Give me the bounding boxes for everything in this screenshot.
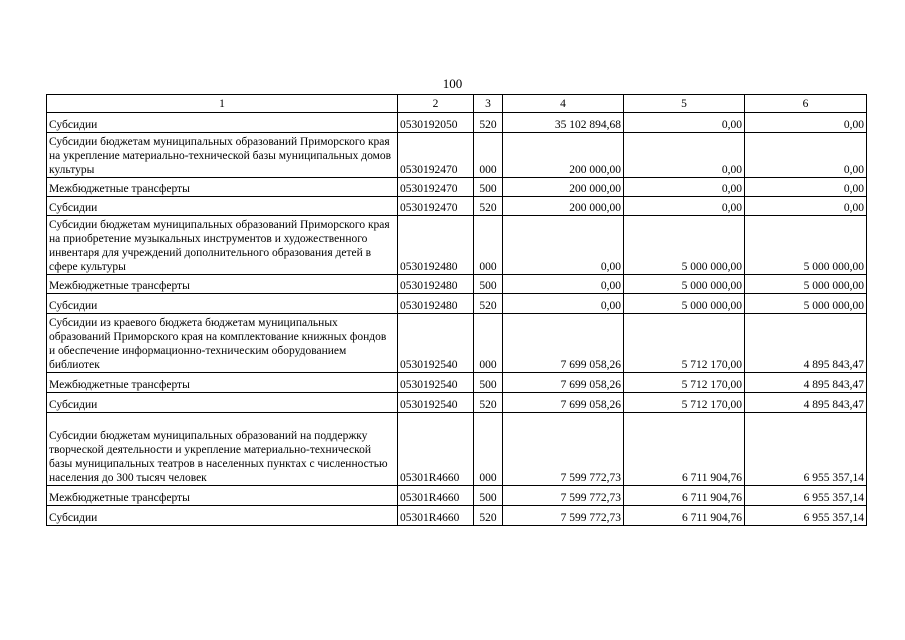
table-row <box>47 133 867 178</box>
table-row <box>47 178 867 197</box>
row-value-4: 0,00 <box>503 275 624 294</box>
row-value-4: 7 599 772,73 <box>503 486 624 506</box>
table-row <box>47 413 867 486</box>
row-name: Межбюджетные трансферты <box>47 373 398 393</box>
row-kind: 000 <box>474 216 503 275</box>
row-name: Субсидии <box>47 197 398 216</box>
row-value-5: 5 000 000,00 <box>624 294 745 314</box>
column-header: 3 <box>474 95 503 113</box>
column-header: 6 <box>745 95 867 113</box>
row-kind: 500 <box>474 373 503 393</box>
row-kind: 000 <box>474 413 503 486</box>
row-value-5: 6 711 904,76 <box>624 486 745 506</box>
row-value-6: 6 955 357,14 <box>745 506 867 526</box>
row-kind: 520 <box>474 393 503 413</box>
row-value-4: 7 599 772,73 <box>503 413 624 486</box>
row-value-6: 0,00 <box>745 133 867 178</box>
column-header: 2 <box>398 95 474 113</box>
row-kind: 000 <box>474 314 503 373</box>
row-value-5: 5 712 170,00 <box>624 314 745 373</box>
row-value-5: 6 711 904,76 <box>624 506 745 526</box>
row-value-6: 5 000 000,00 <box>745 275 867 294</box>
row-name: Межбюджетные трансферты <box>47 178 398 197</box>
row-value-6: 0,00 <box>745 178 867 197</box>
row-name: Субсидии бюджетам муниципальных образований на поддержку творческой деятельности и укрепление материально-технической базы муниципальных театров в населенных пунктах с численностью населения до 300 тысяч человек <box>47 413 398 486</box>
row-kind: 000 <box>474 133 503 178</box>
table-row <box>47 275 867 294</box>
row-name: Межбюджетные трансферты <box>47 486 398 506</box>
row-name: Субсидии из краевого бюджета бюджетам муниципальных образований Приморского края на комплектование книжных фондов и обеспечение информационно-техническим оборудованием библиотек <box>47 314 398 373</box>
row-value-4: 7 599 772,73 <box>503 506 624 526</box>
row-value-5: 5 000 000,00 <box>624 275 745 294</box>
row-value-4: 35 102 894,68 <box>503 113 624 133</box>
row-code: 0530192470 <box>398 133 474 178</box>
row-name: Субсидии бюджетам муниципальных образований Приморского края на приобретение музыкальных инструментов и художественного инвентаря для учреждений дополнительного образования детей в сфере культуры <box>47 216 398 275</box>
row-value-5: 0,00 <box>624 113 745 133</box>
row-code: 05301R4660 <box>398 413 474 486</box>
table-row <box>47 393 867 413</box>
row-value-4: 200 000,00 <box>503 178 624 197</box>
row-value-5: 6 711 904,76 <box>624 413 745 486</box>
row-value-6: 4 895 843,47 <box>745 373 867 393</box>
row-value-6: 4 895 843,47 <box>745 393 867 413</box>
row-code: 0530192480 <box>398 294 474 314</box>
row-code: 0530192480 <box>398 275 474 294</box>
row-value-5: 0,00 <box>624 197 745 216</box>
row-code: 0530192470 <box>398 197 474 216</box>
table-row <box>47 506 867 526</box>
row-value-6: 4 895 843,47 <box>745 314 867 373</box>
row-value-6: 5 000 000,00 <box>745 216 867 275</box>
row-value-6: 0,00 <box>745 197 867 216</box>
row-kind: 500 <box>474 486 503 506</box>
row-code: 0530192540 <box>398 393 474 413</box>
table-row <box>47 314 867 373</box>
row-name: Субсидии <box>47 294 398 314</box>
row-name: Субсидии бюджетам муниципальных образований Приморского края на укрепление материально-технической базы муниципальных домов культуры <box>47 133 398 178</box>
row-value-5: 0,00 <box>624 133 745 178</box>
row-code: 05301R4660 <box>398 506 474 526</box>
row-kind: 520 <box>474 197 503 216</box>
row-value-4: 7 699 058,26 <box>503 314 624 373</box>
row-code: 0530192540 <box>398 314 474 373</box>
table-row <box>47 197 867 216</box>
header-row <box>47 95 867 113</box>
row-name: Субсидии <box>47 393 398 413</box>
row-kind: 520 <box>474 294 503 314</box>
budget-table <box>46 94 867 526</box>
row-name: Межбюджетные трансферты <box>47 275 398 294</box>
row-code: 05301R4660 <box>398 486 474 506</box>
row-value-4: 200 000,00 <box>503 133 624 178</box>
row-code: 0530192540 <box>398 373 474 393</box>
row-value-6: 5 000 000,00 <box>745 294 867 314</box>
row-name: Субсидии <box>47 113 398 133</box>
row-kind: 500 <box>474 275 503 294</box>
row-name: Субсидии <box>47 506 398 526</box>
row-value-5: 5 712 170,00 <box>624 373 745 393</box>
table-row <box>47 294 867 314</box>
row-value-6: 0,00 <box>745 113 867 133</box>
row-kind: 520 <box>474 113 503 133</box>
row-code: 0530192050 <box>398 113 474 133</box>
page-number: 100 <box>442 76 463 91</box>
row-value-4: 7 699 058,26 <box>503 393 624 413</box>
row-kind: 520 <box>474 506 503 526</box>
table-row <box>47 373 867 393</box>
row-code: 0530192480 <box>398 216 474 275</box>
row-value-4: 0,00 <box>503 294 624 314</box>
row-value-5: 5 000 000,00 <box>624 216 745 275</box>
row-value-4: 200 000,00 <box>503 197 624 216</box>
row-code: 0530192470 <box>398 178 474 197</box>
table-row <box>47 216 867 275</box>
table-row <box>47 486 867 506</box>
row-value-6: 6 955 357,14 <box>745 413 867 486</box>
row-value-5: 5 712 170,00 <box>624 393 745 413</box>
table-row <box>47 113 867 133</box>
column-header: 1 <box>47 95 398 113</box>
row-value-5: 0,00 <box>624 178 745 197</box>
row-kind: 500 <box>474 178 503 197</box>
column-header: 4 <box>503 95 624 113</box>
row-value-6: 6 955 357,14 <box>745 486 867 506</box>
column-header: 5 <box>624 95 745 113</box>
row-value-4: 7 699 058,26 <box>503 373 624 393</box>
row-value-4: 0,00 <box>503 216 624 275</box>
